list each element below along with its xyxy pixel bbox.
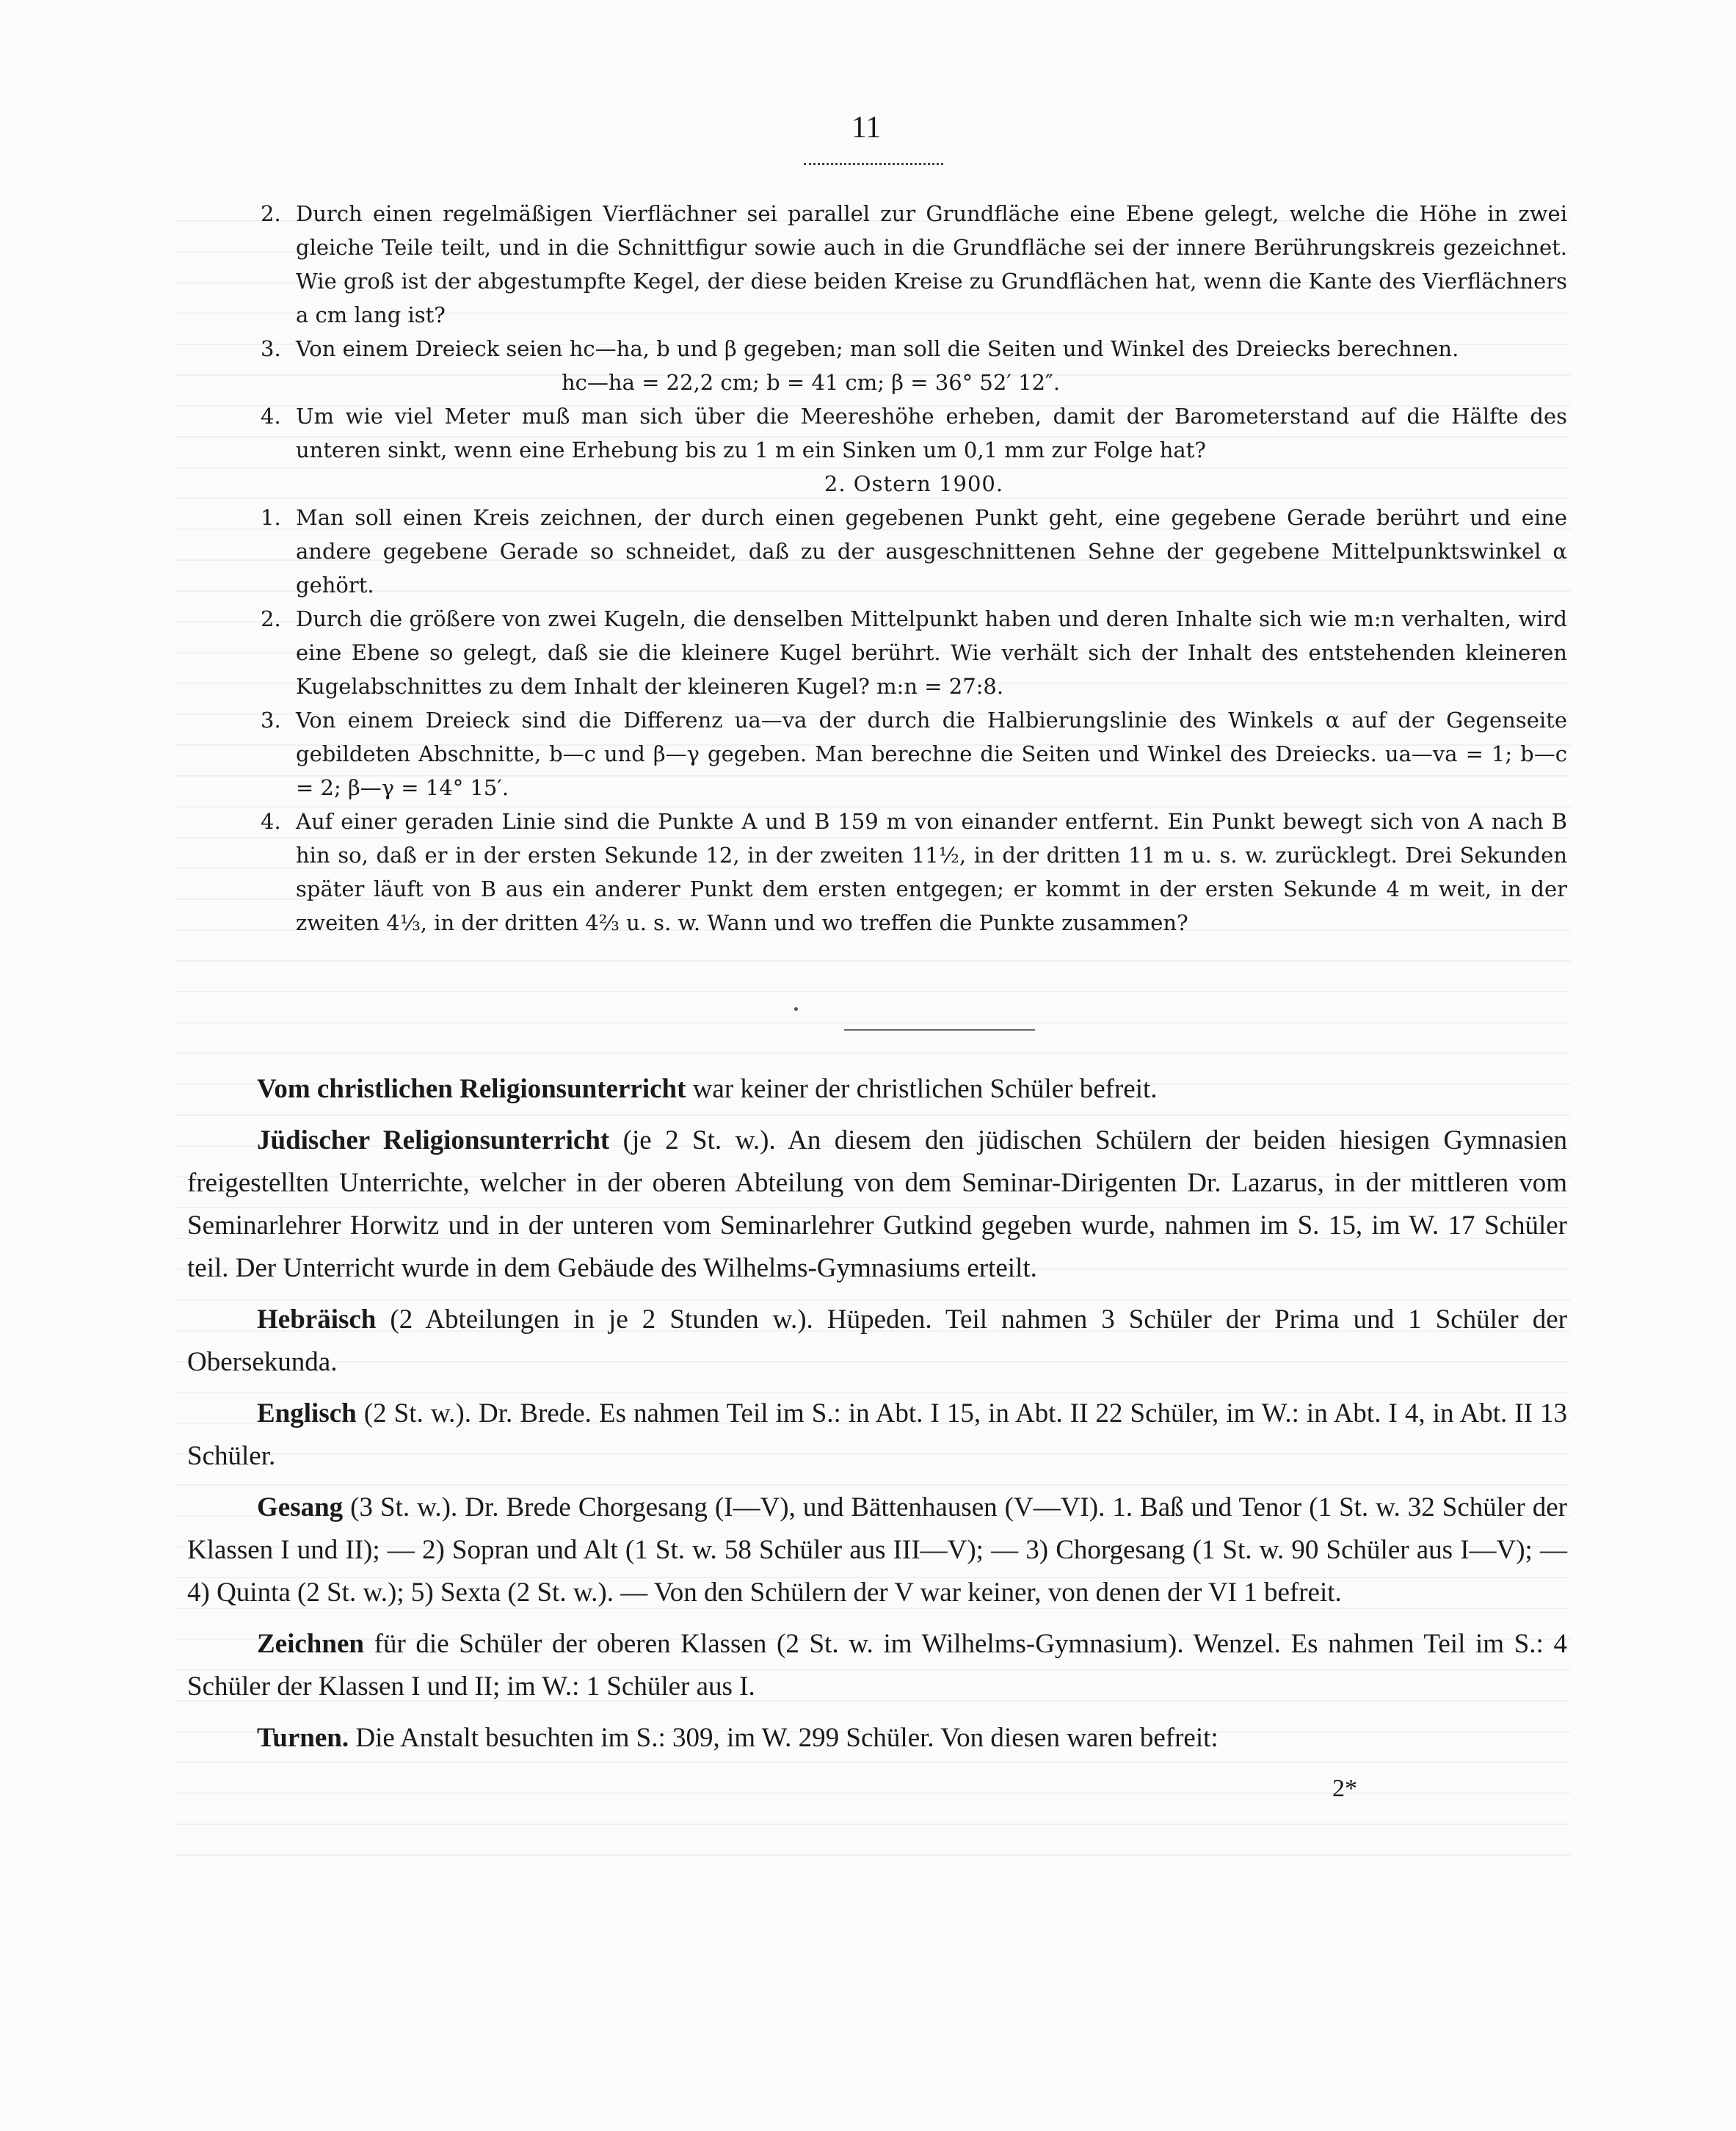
problem-2: 2. Durch einen regelmäßigen Vierflächner sei parallel zur Grundfläche eine Ebene gelegt, welche die Höhe in zwei gleiche Teile teilt, und in die Schnittfigur sowie auch in die Grundfläche sei der innere Berührungskreis gezeichnet. Wie groß ist der abgestumpfte Kegel, der diese beiden Kreise zu Grundflächen hat, wenn die Kante des Vierflächners a cm lang ist? — [261, 201, 1567, 327]
problem-ostern-4: 4. Auf einer geraden Linie sind die Punkte A und B 159 m von einander entfernt. Ein Punkt bewegt sich von A nach B hin so, daß er in der ersten Sekunde 12, in der zweiten 11½, in der dritten 11 m u. s. w. zurücklegt. Drei Sekunden später läuft von B aus ein anderer Punkt dem ersten entgegen; er kommt in der ersten Sekunde 4 m weit, in der zweiten 4⅓, in der dritten 4⅔ u. s. w. Wann und wo treffen die Punkte zusammen? — [261, 809, 1567, 935]
problem-ostern-1: 1. Man soll einen Kreis zeichnen, der durch einen gegebenen Punkt geht, eine gegebene Gerade berührt und eine andere gegebene Gerade so schneidet, daß zu der ausgeschnittenen Sehne der gegebene Mittelpunktswinkel α gehört. — [261, 505, 1567, 598]
paragraph-drawing: Zeichnen für die Schüler der oberen Klassen (2 St. w. im Wilhelms-Gymnasium). Wenzel. Es nahmen Teil im S.: 4 Schüler der Klassen I und II; im W.: 1 Schüler aus I. — [187, 1629, 1567, 1702]
math-problems — [261, 197, 1567, 940]
paragraph-gymnastics: Turnen. Die Anstalt besuchten im S.: 309, im W. 299 Schüler. Von diesen waren befreit: — [257, 1723, 1219, 1753]
paragraph-singing: Gesang (3 St. w.). Dr. Brede Chorgesang (I—V), und Bättenhausen (V—VI). 1. Baß und Tenor (1 St. w. 32 Schüler der Klassen I und II); — 2) Sopran und Alt (1 St. w. 58 Schüler aus III—V); — 3) Chorgesang (1 St. w. 90 Schüler aus I—V); — 4) Quinta (2 St. w.); 5) Sexta (2 St. w.). — Von den Schülern der V war keiner, von denen der VI 1 befreit. — [187, 1492, 1567, 1608]
separator-dot — [794, 1007, 798, 1011]
instruction-notes — [187, 1068, 1567, 1760]
subheading-ostern-1900: 2. Ostern 1900. — [824, 471, 1004, 496]
problem-ostern-3: 3. Von einem Dreieck sind die Differenz ua—va der durch die Halbierungslinie des Winkels α auf der Gegenseite gebildeten Abschnitte, b—c und β—γ gegeben. Man berechne die Seiten und Winkel des Dreiecks. ua—va = 1; b—c = 2; β—γ = 14° 15′. — [261, 708, 1567, 800]
page-number-ornament — [804, 156, 943, 165]
paragraph-hebrew: Hebräisch (2 Abteilungen in je 2 Stunden w.). Hüpeden. Teil nahmen 3 Schüler der Prima und 1 Schüler der Obersekunda. — [187, 1304, 1567, 1377]
problem-ostern-2: 2. Durch die größere von zwei Kugeln, die denselben Mittelpunkt haben und deren Inhalte sich wie m:n verhalten, wird eine Ebene so gelegt, daß sie die kleinere Kugel berührt. Wie verhält sich der Inhalt des entstehenden kleineren Kugelabschnittes zu dem Inhalt der kleineren Kugel? m:n = 27:8. — [261, 606, 1567, 699]
problem-4: 4. Um wie viel Meter muß man sich über die Meereshöhe erheben, damit der Barometerstand auf die Hälfte des unteren sinkt, wenn eine Erhebung bis zu 1 m ein Sinken um 0,1 mm zur Folge hat? — [261, 404, 1567, 462]
paragraph-english: Englisch (2 St. w.). Dr. Brede. Es nahmen Teil im S.: in Abt. I 15, in Abt. II 22 Schüler, im W.: in Abt. I 4, in Abt. II 13 Schüler. — [187, 1398, 1567, 1471]
problem-3-formula: hc—ha = 22,2 cm; b = 41 cm; β = 36° 52′ 12″. — [562, 370, 1061, 395]
paragraph-jewish-religion: Jüdischer Religionsunterricht (je 2 St. w.). An diesem den jüdischen Schülern der beiden hiesigen Gymnasien freigestellten Unterrichte, welcher in der oberen Abteilung von dem Seminar-Dirigenten Dr. Lazarus, in der mittleren vom Seminarlehrer Horwitz und in der unteren vom Seminarlehrer Gutkind gegeben wurde, nahmen im S. 15, im W. 17 Schüler teil. Der Unterricht wurde in dem Gebäude des Wilhelms-Gymnasiums erteilt. — [187, 1125, 1567, 1283]
signature-mark: 2* — [1332, 1775, 1357, 1802]
page-number: 11 — [851, 111, 882, 145]
paragraph-religion: Vom christlichen Religionsunterricht war keiner der christlichen Schüler befreit. — [257, 1074, 1158, 1104]
problem-3: 3. Von einem Dreieck seien hc—ha, b und β gegeben; man soll die Seiten und Winkel des Dreiecks berechnen. — [261, 336, 1459, 361]
section-separator — [844, 1029, 1035, 1031]
